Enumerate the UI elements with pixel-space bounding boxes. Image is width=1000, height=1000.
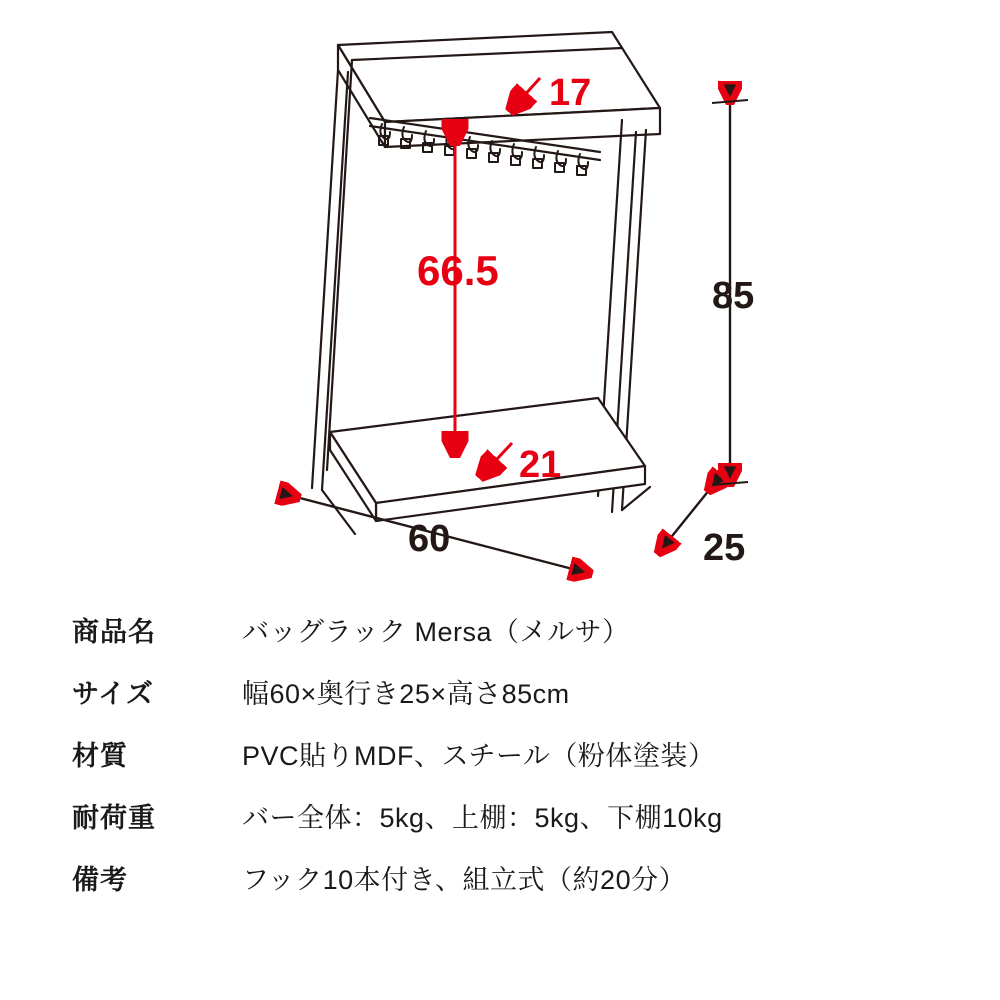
table-row bbox=[72, 858, 932, 920]
spec-table bbox=[72, 610, 932, 920]
table-row bbox=[72, 610, 932, 672]
table-row bbox=[72, 672, 932, 734]
spec-label-size: サイズ bbox=[72, 679, 154, 709]
dim-width: 60 bbox=[408, 518, 451, 560]
dim-depth-top: 17 bbox=[549, 72, 592, 114]
table-row bbox=[72, 796, 932, 858]
spec-value-product-name: バッグラック Mersa（メルサ） bbox=[242, 617, 630, 647]
spec-label-product-name: 商品名 bbox=[72, 617, 156, 647]
spec-label-material: 材質 bbox=[72, 741, 128, 771]
spec-value-size: 幅60×奥行き25×高さ85cm bbox=[242, 679, 570, 709]
dim-bar-height: 66.5 bbox=[417, 247, 499, 294]
dim-depth: 25 bbox=[703, 527, 746, 569]
spec-value-notes: フック10本付き、組立式（約20分） bbox=[242, 865, 687, 895]
dim-height: 85 bbox=[712, 275, 755, 317]
table-row bbox=[72, 734, 932, 796]
spec-value-material: PVC貼りMDF、スチール（粉体塗装） bbox=[242, 741, 716, 771]
spec-label-load-capacity: 耐荷重 bbox=[72, 803, 156, 833]
dim-lower-shelf-depth: 21 bbox=[519, 444, 562, 486]
spec-value-load-capacity: バー全体：5kg、上棚：5kg、下棚10kg bbox=[242, 803, 723, 833]
spec-label-notes: 備考 bbox=[72, 865, 128, 895]
